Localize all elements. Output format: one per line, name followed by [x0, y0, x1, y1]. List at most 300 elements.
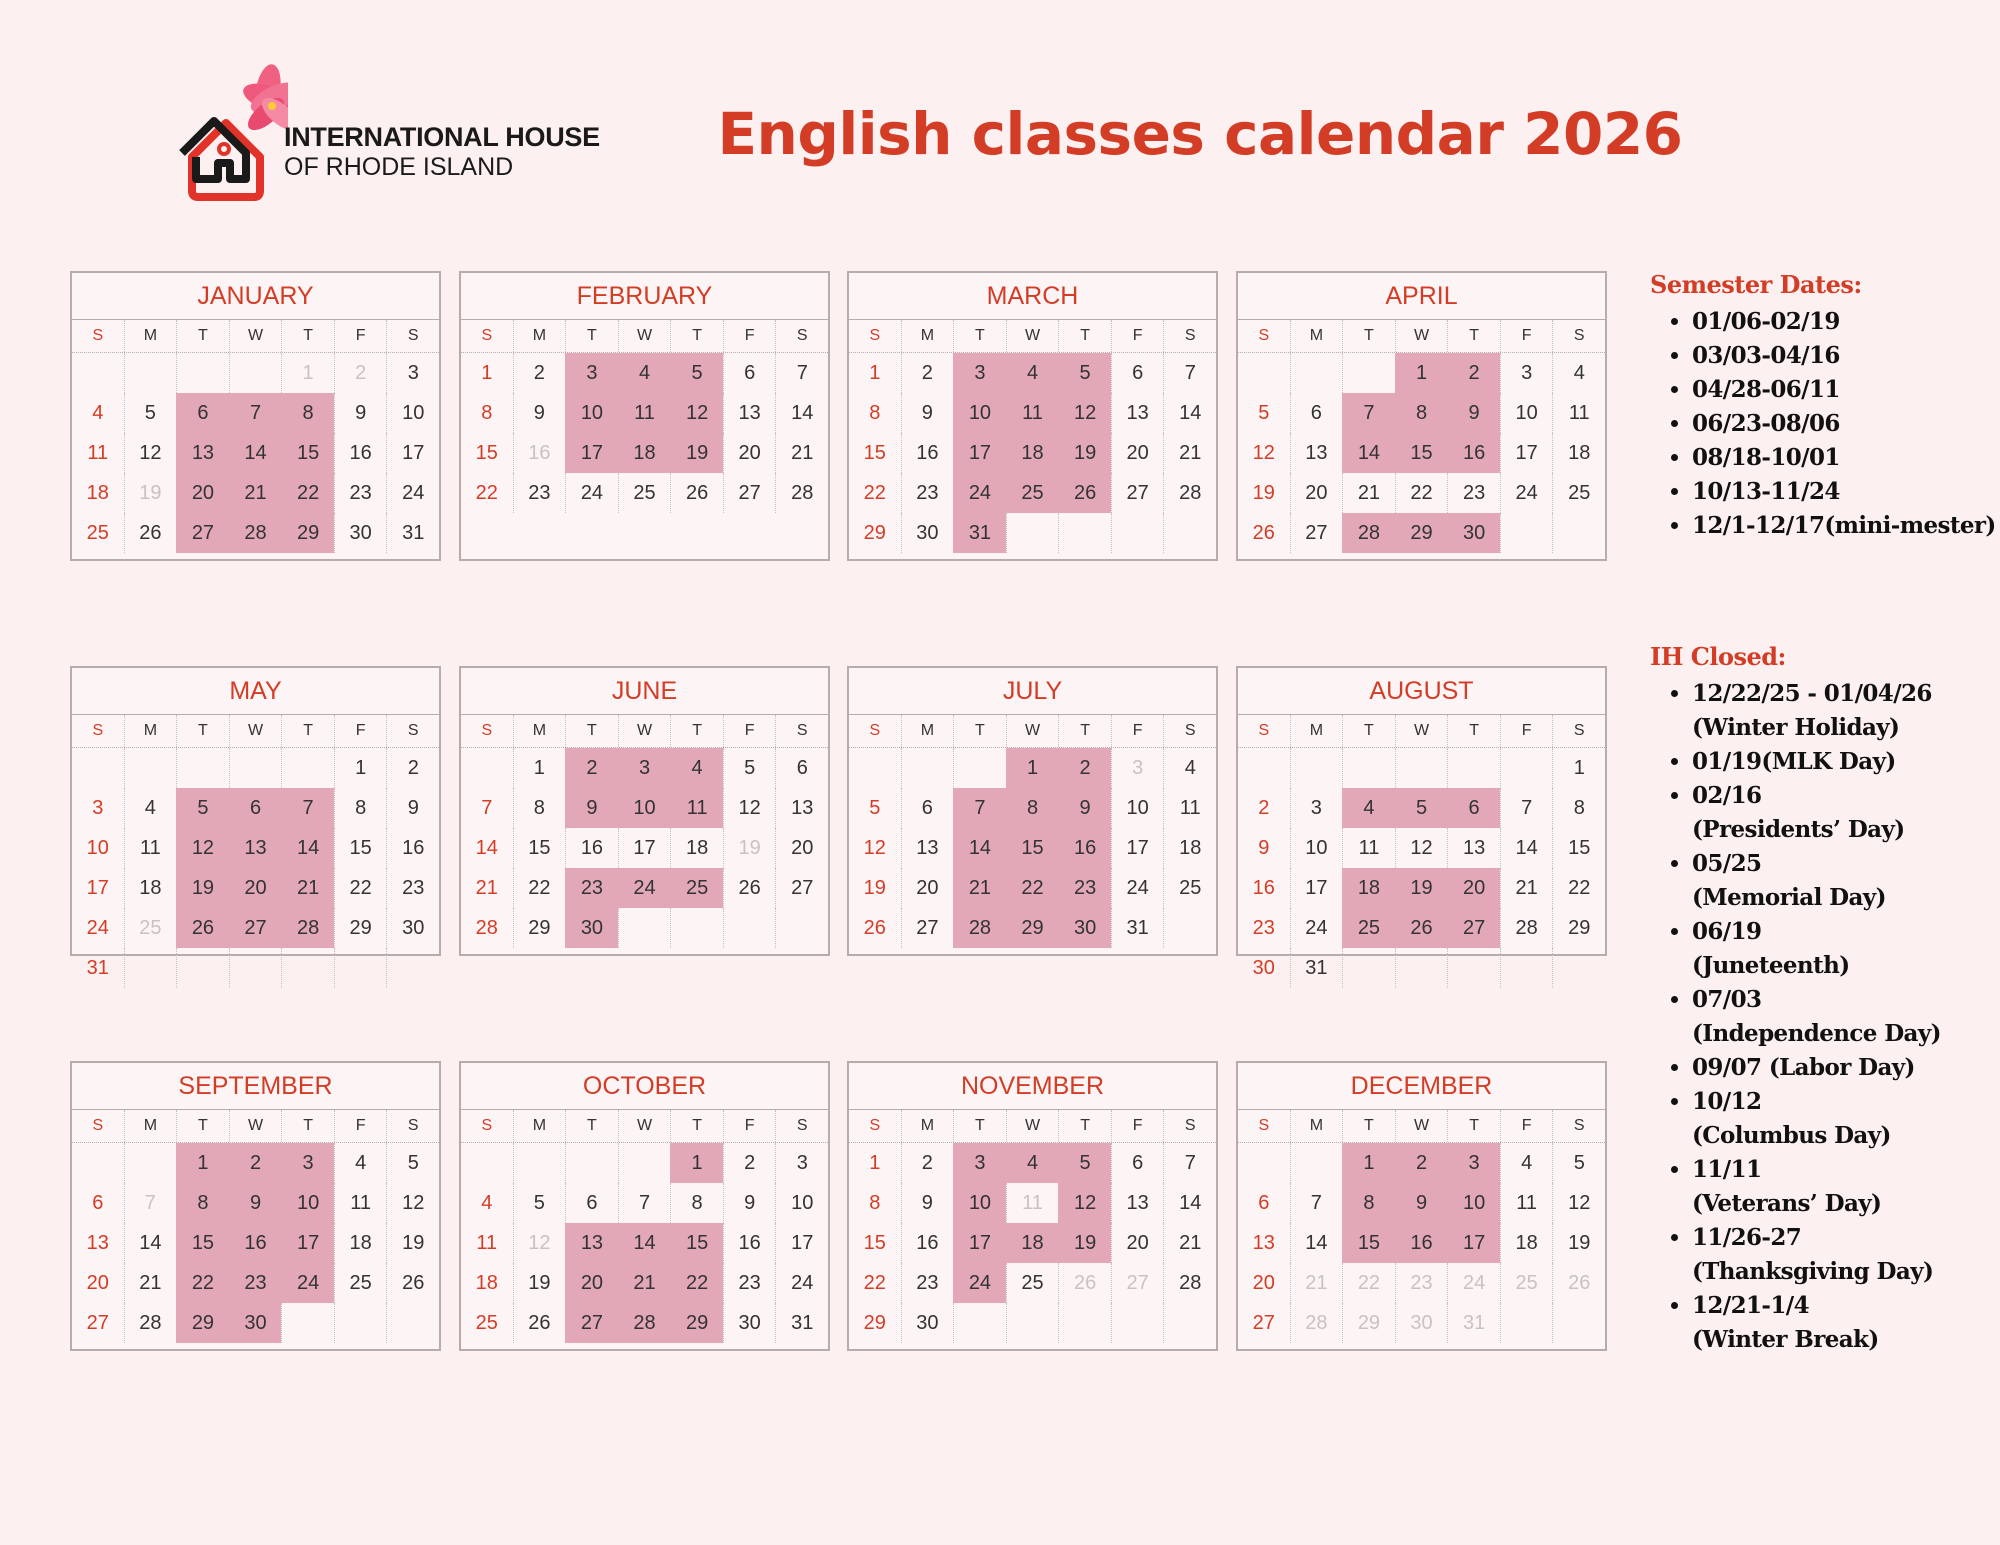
day-cell: 23 [723, 1263, 776, 1303]
day-cell: 17 [565, 433, 618, 473]
day-cell: 16 [386, 828, 439, 868]
empty-day-cell [229, 748, 282, 788]
day-cell: 11 [1163, 788, 1216, 828]
week-row [1238, 868, 1605, 908]
day-cell: 5 [1258, 402, 1270, 424]
day-cell: 3 [92, 797, 104, 819]
day-cell: 13 [229, 828, 282, 868]
weekday-label: F [723, 715, 776, 747]
weekday-label: F [1111, 715, 1164, 747]
day-cell: 14 [1500, 828, 1553, 868]
day-cell: 28 [618, 1303, 671, 1343]
closed-date: • 12/21-1/4 [1692, 1292, 1809, 1319]
day-cell: 10 [1111, 788, 1164, 828]
day-cell: 22 [281, 473, 334, 513]
empty-day-cell [1552, 1303, 1605, 1343]
week-row [461, 868, 828, 908]
day-cell: 3 [565, 353, 618, 393]
day-cell: 1 [1342, 1143, 1395, 1183]
day-cell: 25 [618, 473, 671, 513]
day-cell: 18 [475, 1272, 498, 1294]
closed-reason: (Thanksgiving Day) [1692, 1258, 1934, 1285]
day-cell: 31 [1447, 1303, 1500, 1343]
day-cell: 24 [281, 1263, 334, 1303]
day-cell: 26 [670, 473, 723, 513]
day-cell: 8 [513, 788, 566, 828]
day-cell: 8 [1395, 393, 1448, 433]
day-cell: 29 [863, 1312, 886, 1334]
day-cell: 14 [1163, 393, 1216, 433]
empty-day-cell [281, 748, 334, 788]
week-row [72, 473, 439, 513]
day-cell: 1 [281, 353, 334, 393]
weekday-label: T [176, 320, 229, 352]
empty-day-cell [124, 353, 177, 393]
day-cell: 5 [386, 1143, 439, 1183]
day-cell: 15 [334, 828, 387, 868]
day-cell: 9 [1447, 393, 1500, 433]
day-cell: 15 [475, 442, 498, 464]
day-cell: 2 [1058, 748, 1111, 788]
weekday-label: S [775, 1110, 828, 1142]
empty-day-cell [1290, 748, 1343, 788]
weekday-label: S [1258, 722, 1270, 739]
day-cell: 16 [565, 828, 618, 868]
day-cell: 28 [1163, 473, 1216, 513]
empty-day-cell [229, 948, 282, 988]
day-cell: 29 [1006, 908, 1059, 948]
day-cell: 12 [386, 1183, 439, 1223]
weekday-label: W [1006, 1110, 1059, 1142]
day-cell: 2 [1395, 1143, 1448, 1183]
month-november [847, 1061, 1218, 1351]
empty-day-cell [334, 948, 387, 988]
closed-date-item [1692, 779, 1941, 847]
semester-date-item: • 12/1-12/17(mini-mester) [1692, 509, 1996, 543]
weekday-label: S [1552, 715, 1605, 747]
day-cell: 26 [124, 513, 177, 553]
day-cell: 5 [1058, 1143, 1111, 1183]
week-row [461, 353, 828, 393]
day-cell: 15 [281, 433, 334, 473]
weekday-label: W [618, 715, 671, 747]
closed-date: • 09/07 (Labor Day) [1692, 1054, 1915, 1081]
weekday-label: F [723, 320, 776, 352]
day-cell: 1 [1552, 748, 1605, 788]
day-cell: 3 [1290, 788, 1343, 828]
week-row [849, 353, 1216, 393]
day-cell: 18 [1342, 868, 1395, 908]
day-cell: 17 [1447, 1223, 1500, 1263]
day-cell: 16 [229, 1223, 282, 1263]
day-cell: 9 [386, 788, 439, 828]
day-cell: 21 [775, 433, 828, 473]
day-cell: 25 [334, 1263, 387, 1303]
empty-day-cell [1552, 948, 1605, 988]
day-cell: 26 [1058, 1263, 1111, 1303]
day-cell: 22 [1395, 473, 1448, 513]
day-cell: 6 [723, 353, 776, 393]
day-cell: 25 [475, 1312, 498, 1334]
day-cell: 18 [1006, 1223, 1059, 1263]
empty-day-cell [1163, 1303, 1216, 1343]
closed-date: • 12/22/25 - 01/04/26 [1692, 680, 1932, 707]
day-cell: 29 [670, 1303, 723, 1343]
day-cell: 24 [1447, 1263, 1500, 1303]
weekday-label: S [775, 715, 828, 747]
weekday-header [849, 320, 1216, 353]
day-cell: 5 [124, 393, 177, 433]
day-cell: 31 [1111, 908, 1164, 948]
week-row [461, 1303, 828, 1343]
empty-day-cell [124, 948, 177, 988]
week-row [849, 1143, 1216, 1183]
day-cell: 9 [513, 393, 566, 433]
day-cell: 11 [670, 788, 723, 828]
day-cell: 24 [1111, 868, 1164, 908]
weekday-header [461, 320, 828, 353]
day-cell: 19 [1395, 868, 1448, 908]
empty-day-cell [513, 1143, 566, 1183]
day-cell: 3 [281, 1143, 334, 1183]
weekday-label: S [481, 1117, 493, 1134]
day-cell: 18 [1163, 828, 1216, 868]
day-cell: 19 [723, 828, 776, 868]
day-cell: 1 [670, 1143, 723, 1183]
empty-day-cell [775, 908, 828, 948]
weekday-label: T [1342, 1110, 1395, 1142]
closed-reason: (Columbus Day) [1692, 1122, 1891, 1149]
day-cell: 8 [869, 402, 881, 424]
week-row [849, 473, 1216, 513]
closed-date-item [1692, 847, 1941, 915]
week-row [72, 1303, 439, 1343]
week-row [461, 1143, 828, 1183]
day-cell: 6 [1258, 1192, 1270, 1214]
day-cell: 30 [723, 1303, 776, 1343]
day-cell: 24 [775, 1263, 828, 1303]
weekday-label: S [1163, 1110, 1216, 1142]
empty-day-cell [953, 1303, 1006, 1343]
day-cell: 2 [901, 353, 954, 393]
day-cell: 1 [334, 748, 387, 788]
day-cell: 23 [1058, 868, 1111, 908]
empty-day-cell [386, 948, 439, 988]
day-cell: 5 [1395, 788, 1448, 828]
day-cell: 5 [670, 353, 723, 393]
day-cell: 25 [86, 522, 109, 544]
day-cell: 17 [386, 433, 439, 473]
weekday-label: S [869, 1117, 881, 1134]
day-cell: 22 [513, 868, 566, 908]
day-cell: 4 [1006, 353, 1059, 393]
week-row [72, 1263, 439, 1303]
day-cell: 23 [565, 868, 618, 908]
empty-day-cell [1238, 1143, 1290, 1183]
weekday-label: M [901, 320, 954, 352]
day-cell: 7 [1342, 393, 1395, 433]
day-cell: 28 [1163, 1263, 1216, 1303]
day-cell: 6 [92, 1192, 104, 1214]
day-cell: 28 [953, 908, 1006, 948]
day-cell: 26 [1395, 908, 1448, 948]
week-row [849, 748, 1216, 788]
day-cell: 18 [1552, 433, 1605, 473]
day-cell: 15 [1395, 433, 1448, 473]
day-cell: 30 [1447, 513, 1500, 553]
day-cell: 21 [1342, 473, 1395, 513]
month-name: DECEMBER [1238, 1063, 1605, 1110]
semester-dates-heading: Semester Dates: [1650, 270, 1862, 299]
day-cell: 2 [334, 353, 387, 393]
empty-day-cell [849, 748, 901, 788]
day-cell: 15 [1552, 828, 1605, 868]
weekday-label: T [281, 1110, 334, 1142]
day-cell: 17 [1111, 828, 1164, 868]
day-cell: 28 [124, 1303, 177, 1343]
day-cell: 10 [86, 837, 109, 859]
empty-day-cell [1006, 513, 1059, 553]
day-cell: 23 [386, 868, 439, 908]
day-cell: 13 [1111, 1183, 1164, 1223]
day-cell: 28 [475, 917, 498, 939]
weekday-header [461, 1110, 828, 1143]
day-cell: 17 [1290, 868, 1343, 908]
closed-date: • 10/12 [1692, 1088, 1762, 1115]
empty-day-cell [618, 908, 671, 948]
day-cell: 9 [565, 788, 618, 828]
day-cell: 19 [386, 1223, 439, 1263]
week-row [849, 1303, 1216, 1343]
day-cell: 4 [670, 748, 723, 788]
closed-reason: (Memorial Day) [1692, 884, 1886, 911]
day-cell: 10 [618, 788, 671, 828]
day-cell: 12 [124, 433, 177, 473]
house-icon [178, 105, 278, 205]
week-row [849, 868, 1216, 908]
weekday-label: F [1111, 1110, 1164, 1142]
month-name: MAY [72, 668, 439, 715]
day-cell: 4 [618, 353, 671, 393]
weekday-label: S [1258, 1117, 1270, 1134]
empty-day-cell [1290, 1143, 1343, 1183]
day-cell: 4 [481, 1192, 493, 1214]
day-cell: 29 [1342, 1303, 1395, 1343]
day-cell: 8 [176, 1183, 229, 1223]
empty-day-cell [1058, 513, 1111, 553]
weekday-label: F [723, 1110, 776, 1142]
weekday-label: T [1058, 1110, 1111, 1142]
day-cell: 18 [618, 433, 671, 473]
day-cell: 18 [1500, 1223, 1553, 1263]
day-cell: 13 [176, 433, 229, 473]
day-cell: 20 [229, 868, 282, 908]
day-cell: 19 [1058, 433, 1111, 473]
empty-day-cell [1006, 1303, 1059, 1343]
day-cell: 13 [723, 393, 776, 433]
day-cell: 1 [1395, 353, 1448, 393]
empty-day-cell [124, 1143, 177, 1183]
empty-day-cell [1238, 353, 1290, 393]
closed-date-item [1692, 1085, 1941, 1153]
week-row [1238, 353, 1605, 393]
day-cell: 12 [1552, 1183, 1605, 1223]
month-april [1236, 271, 1607, 561]
day-cell: 21 [1500, 868, 1553, 908]
day-cell: 2 [723, 1143, 776, 1183]
day-cell: 3 [618, 748, 671, 788]
empty-day-cell [1342, 748, 1395, 788]
weekday-label: T [953, 715, 1006, 747]
weekday-label: M [1290, 320, 1343, 352]
day-cell: 7 [1290, 1183, 1343, 1223]
day-cell: 2 [513, 353, 566, 393]
day-cell: 7 [124, 1183, 177, 1223]
closed-section [1650, 642, 1941, 1357]
day-cell: 16 [901, 1223, 954, 1263]
day-cell: 11 [87, 442, 109, 464]
day-cell: 22 [1342, 1263, 1395, 1303]
day-cell: 11 [1500, 1183, 1553, 1223]
day-cell: 2 [901, 1143, 954, 1183]
weekday-label: T [670, 320, 723, 352]
day-cell: 9 [229, 1183, 282, 1223]
weekday-label: F [1500, 1110, 1553, 1142]
empty-day-cell [1395, 948, 1448, 988]
day-cell: 24 [953, 473, 1006, 513]
weekday-label: T [953, 320, 1006, 352]
day-cell: 21 [229, 473, 282, 513]
day-cell: 26 [1058, 473, 1111, 513]
weekday-label: T [670, 715, 723, 747]
weekday-label: W [1395, 320, 1448, 352]
weekday-label: T [565, 715, 618, 747]
month-may [70, 666, 441, 979]
day-cell: 7 [775, 353, 828, 393]
day-cell: 26 [176, 908, 229, 948]
day-cell: 12 [670, 393, 723, 433]
day-cell: 6 [176, 393, 229, 433]
day-cell: 5 [869, 797, 881, 819]
week-row [1238, 828, 1605, 868]
day-cell: 31 [1290, 948, 1343, 988]
week-row [461, 788, 828, 828]
day-cell: 27 [723, 473, 776, 513]
week-row [849, 828, 1216, 868]
empty-day-cell [1500, 948, 1553, 988]
weekday-label: S [1258, 327, 1270, 344]
day-cell: 30 [229, 1303, 282, 1343]
day-cell: 15 [513, 828, 566, 868]
day-cell: 31 [86, 957, 109, 979]
day-cell: 4 [1163, 748, 1216, 788]
logo-text-line1: INTERNATIONAL HOUSE [284, 122, 600, 152]
day-cell: 10 [1500, 393, 1553, 433]
week-row [72, 948, 439, 988]
weekday-label: S [1552, 1110, 1605, 1142]
day-cell: 29 [863, 522, 886, 544]
day-cell: 12 [1058, 1183, 1111, 1223]
day-cell: 11 [1342, 828, 1395, 868]
month-name: MARCH [849, 273, 1216, 320]
day-cell: 8 [1552, 788, 1605, 828]
day-cell: 15 [1342, 1223, 1395, 1263]
month-october [459, 1061, 830, 1351]
week-row [849, 1183, 1216, 1223]
weekday-label: M [513, 320, 566, 352]
day-cell: 7 [1163, 1143, 1216, 1183]
day-cell: 27 [1290, 513, 1343, 553]
day-cell: 28 [775, 473, 828, 513]
closed-date: • 02/16 [1692, 782, 1762, 809]
day-cell: 25 [1006, 1263, 1059, 1303]
semester-date-item: • 01/06-02/19 [1692, 305, 1996, 339]
day-cell: 15 [863, 442, 886, 464]
weekday-label: F [1500, 715, 1553, 747]
weekday-label: S [92, 722, 104, 739]
day-cell: 10 [775, 1183, 828, 1223]
day-cell: 11 [334, 1183, 387, 1223]
closed-date: • 05/25 [1692, 850, 1762, 877]
weekday-label: S [1552, 320, 1605, 352]
empty-day-cell [176, 748, 229, 788]
weekday-label: T [176, 1110, 229, 1142]
weekday-label: T [1058, 320, 1111, 352]
day-cell: 4 [1500, 1143, 1553, 1183]
month-july [847, 666, 1218, 956]
day-cell: 9 [901, 393, 954, 433]
empty-day-cell [72, 748, 124, 788]
week-row [72, 353, 439, 393]
closed-date: • 07/03 [1692, 986, 1762, 1013]
weekday-label: S [869, 327, 881, 344]
week-row [1238, 473, 1605, 513]
day-cell: 21 [618, 1263, 671, 1303]
week-row [72, 433, 439, 473]
day-cell: 20 [1111, 433, 1164, 473]
day-cell: 8 [334, 788, 387, 828]
day-cell: 11 [1552, 393, 1605, 433]
day-cell: 1 [869, 362, 881, 384]
weekday-label: T [1342, 320, 1395, 352]
weekday-label: M [124, 715, 177, 747]
weekday-label: M [1290, 1110, 1343, 1142]
weekday-label: S [1163, 715, 1216, 747]
day-cell: 25 [1552, 473, 1605, 513]
day-cell: 17 [1500, 433, 1553, 473]
day-cell: 23 [1447, 473, 1500, 513]
day-cell: 8 [1006, 788, 1059, 828]
day-cell: 9 [723, 1183, 776, 1223]
day-cell: 22 [863, 482, 886, 504]
day-cell: 26 [513, 1303, 566, 1343]
closed-date-item [1692, 983, 1941, 1051]
day-cell: 20 [723, 433, 776, 473]
empty-day-cell [281, 1303, 334, 1343]
day-cell: 21 [1163, 433, 1216, 473]
day-cell: 17 [618, 828, 671, 868]
weekday-label: W [1006, 715, 1059, 747]
day-cell: 4 [334, 1143, 387, 1183]
month-march [847, 271, 1218, 561]
empty-day-cell [1342, 948, 1395, 988]
weekday-label: M [124, 320, 177, 352]
weekday-label: T [281, 320, 334, 352]
empty-day-cell [1500, 513, 1553, 553]
day-cell: 20 [86, 1272, 109, 1294]
empty-day-cell [1111, 513, 1164, 553]
weekday-label: T [565, 1110, 618, 1142]
